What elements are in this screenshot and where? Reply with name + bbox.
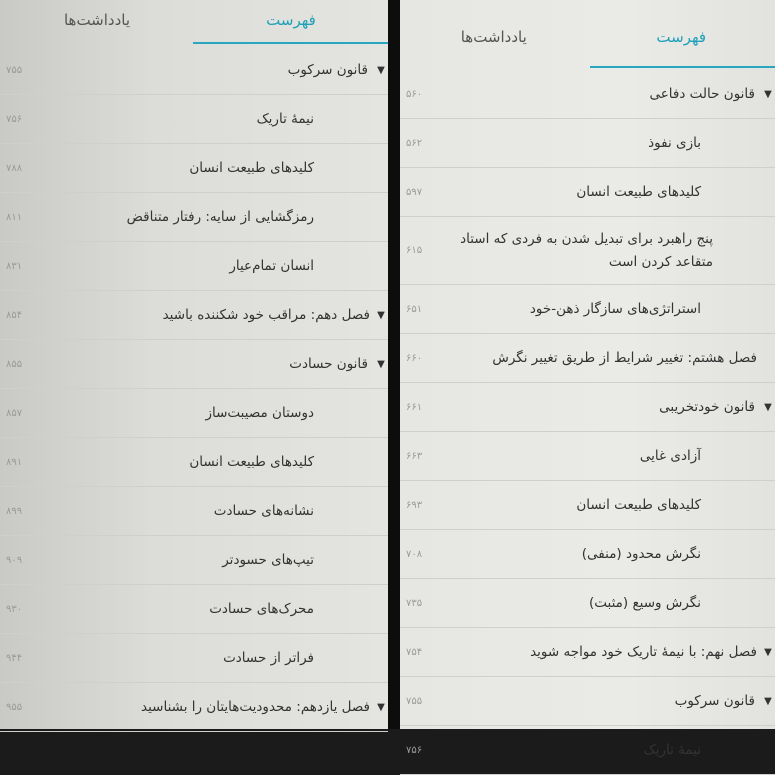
toc-item-page-number: ۸۵۷	[0, 408, 48, 419]
toc-item[interactable]	[400, 334, 775, 383]
toc-item-page-number: ۹۵۵	[0, 702, 48, 713]
toc-item-page-number: ۵۶۲	[400, 138, 448, 149]
triangle-down-icon[interactable]: ▼	[761, 89, 775, 100]
toc-item[interactable]	[400, 119, 775, 168]
toc-item-page-number: ۸۵۴	[0, 310, 48, 321]
toc-item[interactable]	[400, 726, 775, 775]
tab-contents[interactable]: فهرست	[588, 0, 775, 70]
toc-item-page-number: ۵۹۷	[400, 187, 448, 198]
toc-item[interactable]	[0, 585, 388, 634]
toc-item-title: فصل نهم: با نیمهٔ تاریک خود مواجه شوید	[448, 641, 761, 664]
toc-item-title: انسان تمام‌عیار	[48, 255, 374, 278]
toc-item-title: تیپ‌های حسودتر	[48, 549, 374, 572]
toc-item[interactable]	[0, 291, 388, 340]
toc-item[interactable]	[400, 432, 775, 481]
toc-item-page-number: ۷۵۵	[0, 65, 48, 76]
triangle-down-icon[interactable]: ▼	[374, 702, 388, 713]
toc-item[interactable]	[400, 70, 775, 119]
toc-item-title: رمزگشایی از سایه: رفتار متناقض	[48, 206, 374, 229]
toc-item[interactable]	[0, 536, 388, 585]
toc-item-page-number: ۸۳۱	[0, 261, 48, 272]
toc-item[interactable]	[0, 683, 388, 732]
toc-item[interactable]	[400, 677, 775, 726]
triangle-down-icon[interactable]: ▼	[761, 402, 775, 413]
toc-item-title: پنج راهبرد برای تبدیل شدن به فردی که استاد متقاعد کردن است	[448, 228, 761, 274]
toc-item-page-number: ۶۵۱	[400, 304, 448, 315]
toc-item[interactable]	[0, 634, 388, 683]
toc-item-page-number: ۸۵۵	[0, 359, 48, 370]
toc-item[interactable]	[400, 168, 775, 217]
triangle-down-icon[interactable]: ▼	[374, 359, 388, 370]
toc-item-title: کلیدهای طبیعت انسان	[448, 494, 761, 517]
toc-item-page-number: ۷۵۶	[400, 745, 448, 756]
toc-item[interactable]	[0, 193, 388, 242]
toc-item[interactable]	[0, 46, 388, 95]
active-tab-indicator	[193, 42, 388, 44]
toc-item-title: استراتژی‌های سازگار ذهن-خود	[448, 298, 761, 321]
toc-item-title: نشانه‌های حسادت	[48, 500, 374, 523]
toc-item[interactable]	[400, 530, 775, 579]
toc-item-title: کلیدهای طبیعت انسان	[48, 157, 374, 180]
triangle-down-icon[interactable]: ▼	[761, 647, 775, 658]
triangle-down-icon[interactable]: ▼	[374, 310, 388, 321]
tab-notes[interactable]: یادداشت‌ها	[400, 0, 588, 70]
toc-item[interactable]	[0, 242, 388, 291]
toc-item-title: قانون سرکوب	[448, 690, 761, 713]
toc-item-page-number: ۸۹۱	[0, 457, 48, 468]
toc-list	[0, 46, 388, 732]
triangle-down-icon[interactable]: ▼	[761, 696, 775, 707]
toc-item-page-number: ۷۵۴	[400, 647, 448, 658]
toc-item-title: بازی نفوذ	[448, 132, 761, 155]
toc-item-page-number: ۷۸۸	[0, 163, 48, 174]
tab-bar	[400, 0, 775, 70]
toc-item-title: فصل دهم: مراقب خود شکننده باشید	[48, 304, 374, 327]
tab-contents[interactable]: فهرست	[194, 0, 388, 46]
toc-item-title: فصل یازدهم: محدودیت‌هایتان را بشناسید	[48, 696, 374, 719]
toc-item[interactable]	[0, 340, 388, 389]
toc-item-page-number: ۶۶۱	[400, 402, 448, 413]
toc-item-title: نیمهٔ تاریک	[448, 739, 761, 762]
toc-item-page-number: ۸۱۱	[0, 212, 48, 223]
toc-item-page-number: ۶۱۵	[400, 245, 448, 256]
toc-item-title: کلیدهای طبیعت انسان	[448, 181, 761, 204]
toc-item[interactable]	[0, 487, 388, 536]
toc-item[interactable]	[0, 95, 388, 144]
toc-item[interactable]	[400, 217, 775, 285]
toc-item-title: قانون خودتخریبی	[448, 396, 761, 419]
tab-notes[interactable]: یادداشت‌ها	[0, 0, 194, 46]
toc-item-title: قانون سرکوب	[48, 59, 374, 82]
toc-item[interactable]	[0, 438, 388, 487]
toc-item-title: قانون حالت دفاعی	[448, 83, 761, 106]
toc-item-title: قانون حسادت	[48, 353, 374, 376]
toc-item-page-number: ۷۳۵	[400, 598, 448, 609]
toc-item[interactable]	[400, 383, 775, 432]
toc-item-title: کلیدهای طبیعت انسان	[48, 451, 374, 474]
toc-panel-left	[0, 0, 388, 729]
toc-item-title: نگرش وسیع (مثبت)	[448, 592, 761, 615]
toc-item-page-number: ۶۹۳	[400, 500, 448, 511]
toc-item[interactable]	[400, 579, 775, 628]
toc-item-page-number: ۷۵۶	[0, 114, 48, 125]
toc-item-title: نیمهٔ تاریک	[48, 108, 374, 131]
toc-item-page-number: ۹۴۴	[0, 653, 48, 664]
toc-item[interactable]	[0, 389, 388, 438]
toc-item-page-number: ۸۹۹	[0, 506, 48, 517]
toc-item-page-number: ۵۶۰	[400, 89, 448, 100]
toc-item-title: فراتر از حسادت	[48, 647, 374, 670]
toc-item-page-number: ۶۶۳	[400, 451, 448, 462]
tab-bar	[0, 0, 388, 46]
toc-item-title: آزادی غایی	[448, 445, 761, 468]
toc-item-title: دوستان مصیبت‌ساز	[48, 402, 374, 425]
toc-item-page-number: ۹۳۰	[0, 604, 48, 615]
toc-item-title: فصل هشتم: تغییر شرایط از طریق تغییر نگرش	[448, 347, 761, 370]
toc-item[interactable]	[400, 285, 775, 334]
toc-item-page-number: ۶۶۰	[400, 353, 448, 364]
toc-list	[400, 70, 775, 775]
toc-item[interactable]	[0, 144, 388, 193]
active-tab-indicator	[590, 66, 775, 68]
toc-item-title: محرک‌های حسادت	[48, 598, 374, 621]
toc-item-page-number: ۹۰۹	[0, 555, 48, 566]
toc-item[interactable]	[400, 481, 775, 530]
toc-item-page-number: ۷۵۵	[400, 696, 448, 707]
toc-item-page-number: ۷۰۸	[400, 549, 448, 560]
panel-divider	[388, 0, 400, 729]
triangle-down-icon[interactable]: ▼	[374, 65, 388, 76]
toc-item[interactable]	[400, 628, 775, 677]
toc-panel-right	[400, 0, 775, 729]
toc-item-title: نگرش محدود (منفی)	[448, 543, 761, 566]
